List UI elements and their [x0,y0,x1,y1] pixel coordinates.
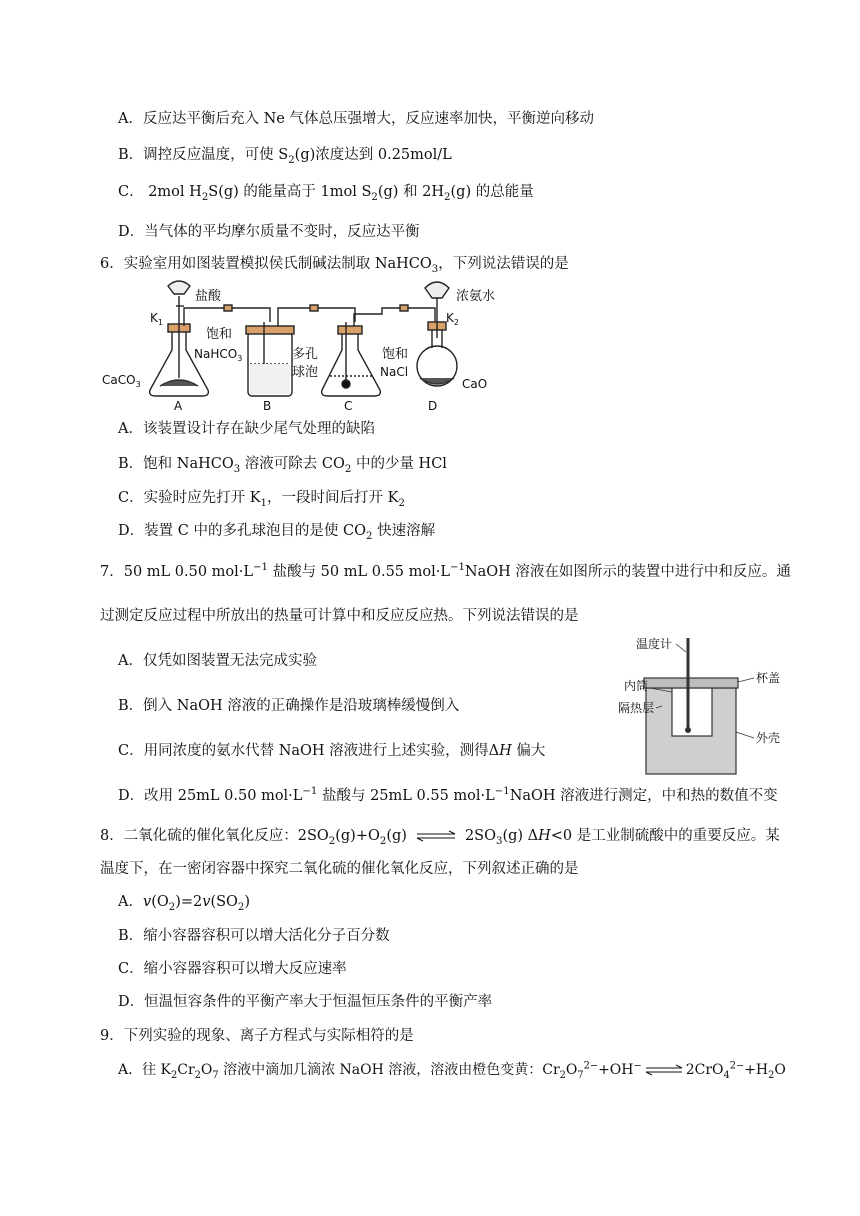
label-k1: $K_1$ [150,311,163,327]
label-b: B [263,399,272,413]
q9-stem: 9．下列实验的现象、离子方程式与实际相符的是 [100,1028,414,1044]
q6-apparatus-figure [100,278,500,414]
label-a: A [174,399,183,413]
label-caco3: CaCO$_3$ [102,373,141,389]
reversible-arrow-icon [644,1064,684,1076]
q7-option-d: D．改用 25mL 0.50 $mol\cdot L^{-1}$ 盐酸与 25mL 0.55 $mol\cdot L^{-1}NaOH$ 溶液进行测定，中和热的数值不变 [118,786,778,804]
label-saturated: 饱和 [206,327,233,342]
q8-option-a: A．$v(O_2)=2v(SO_2)$ [118,894,251,913]
label-saturated-2: 饱和 [382,347,409,362]
q9-option-a: A．往 $K_2Cr_2O_7$ 溶液中滴加几滴浓 NaOH 溶液，溶液由橙色变黄：$Cr_2O_7^{2-}+OH^-$ $2CrO_4^{2-}+H_2O$ [118,1060,786,1081]
label-porous-2: 球泡 [292,365,319,380]
label-k2: $K_2$ [446,311,459,327]
q7-option-c: C．用同浓度的氨水代替 NaOH 溶液进行上述实验，测得ΔH 偏大 [118,743,546,759]
label-c: C [344,399,353,413]
q6-option-a: A．该装置设计存在缺少尾气处理的缺陷 [118,421,375,437]
reversible-arrow-icon [413,830,459,842]
label-porous-1: 多孔 [292,347,319,362]
q8-option-c: C．缩小容器容积可以增大反应速率 [118,961,347,977]
label-cao: CaO [462,377,488,391]
q5-option-b: B．调控反应温度，可使 $S_2(g)$浓度达到 0.25mol/L [118,147,452,166]
q6-option-c: C．实验时应先打开 $K_1$，一段时间后打开 $K_2$ [118,490,405,509]
q7-calorimeter-figure [616,626,796,776]
label-lid: 杯盖 [756,671,781,685]
q8-option-b: B．缩小容器容积可以增大活化分子百分数 [118,928,390,944]
label-nahco3: NaHCO$_3$ [194,347,243,363]
q5-option-a: A．反应达平衡后充入 Ne 气体总压强增大，反应速率加快，平衡逆向移动 [118,111,594,127]
label-nacl: NaCl [380,365,409,379]
q7-stem-line-2: 过测定反应过程中所放出的热量可计算中和反应反应热。下列说法错误的是 [100,608,579,624]
q6-option-d: D．装置 C 中的多孔球泡目的是使 $CO_2$ 快速溶解 [118,523,436,542]
label-insulation: 隔热层 [618,701,655,715]
q8-stem-line-2: 温度下，在一密闭容器中探究二氧化硫的催化氧化反应，下列叙述正确的是 [100,861,579,877]
label-d: D [428,399,438,413]
q7-option-a: A．仅凭如图装置无法完成实验 [118,653,317,669]
q5-option-c: C． 2mol $H_2S(g)$ 的能量高于 1mol $S_2(g)$ 和 $2H_2(g)$ 的总能量 [118,184,534,203]
label-thermometer: 温度计 [636,637,673,651]
q8-stem-line-1: 8．二氧化硫的催化氧化反应：$2SO_2(g)+O_2(g)$ $2SO_3(g)$ ΔH<0 是工业制硫酸中的重要反应。某 [100,828,780,847]
label-inner-cylinder: 内筒 [624,679,649,693]
label-hcl: 盐酸 [195,289,222,304]
q5-option-d: D．当气体的平均摩尔质量不变时，反应达平衡 [118,224,420,240]
q8-option-d: D．恒温恒容条件的平衡产率大于恒温恒压条件的平衡产率 [118,994,493,1010]
q6-option-b: B．饱和 NaHCO$_3$ 溶液可除去 $CO_2$ 中的少量 HCl [118,456,447,475]
label-shell: 外壳 [756,731,781,745]
q7-stem-line-1: 7．50 mL 0.50 $mol\cdot L^{-1}$ 盐酸与 50 mL 0.55 $mol\cdot L^{-1}NaOH$ 溶液在如图所示的装置中进行中和反应。通 [100,562,791,580]
q7-option-b: B．倒入 NaOH 溶液的正确操作是沿玻璃棒缓慢倒入 [118,698,460,714]
label-ammonia: 浓氨水 [456,289,496,304]
q6-stem: 6．实验室用如图装置模拟侯氏制碱法制取 NaHCO$_3$，下列说法错误的是 [100,256,569,275]
